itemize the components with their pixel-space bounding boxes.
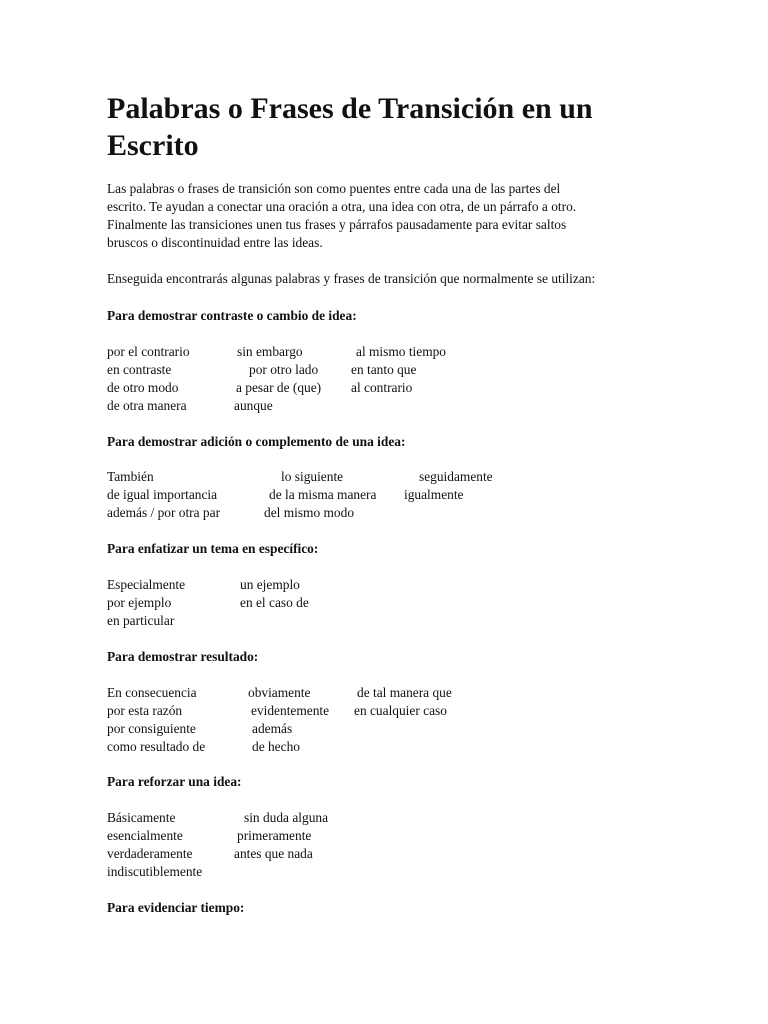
term-row	[0, 468, 768, 486]
term: lo siguiente	[281, 469, 344, 484]
term: verdaderamente	[107, 846, 193, 861]
term-row	[0, 343, 768, 361]
term: por consiguiente	[107, 721, 196, 736]
term-row	[0, 594, 768, 612]
term: indiscutiblemente	[107, 864, 203, 879]
section-heading-contrast: Para demostrar contraste o cambio de idea:	[107, 308, 357, 323]
term: sin duda alguna	[244, 810, 329, 825]
term: seguidamente	[419, 469, 493, 484]
term: en contraste	[107, 362, 172, 377]
section-heading-time: Para evidenciar tiempo:	[107, 900, 245, 915]
term: por el contrario	[107, 344, 190, 359]
term: al mismo tiempo	[356, 344, 447, 359]
term: aunque	[234, 398, 273, 413]
term-row	[0, 486, 768, 504]
term: del mismo modo	[264, 505, 355, 520]
term-row	[0, 361, 768, 379]
term-row	[0, 504, 768, 522]
document-title	[107, 90, 667, 164]
term: Básicamente	[107, 810, 176, 825]
intro-line: Las palabras o frases de transición son como puentes entre cada una de las partes del	[107, 181, 561, 196]
term: un ejemplo	[240, 577, 300, 592]
intro-paragraph	[107, 180, 707, 252]
section-heading-emphasis: Para enfatizar un tema en específico:	[107, 541, 319, 556]
term: En consecuencia	[107, 685, 197, 700]
term-row	[0, 809, 768, 827]
intro-line: Finalmente las transiciones unen tus frases y párrafos pausadamente para evitar saltos	[107, 217, 567, 232]
term: de la misma manera	[269, 487, 377, 502]
term: sin embargo	[237, 344, 303, 359]
term-row	[0, 827, 768, 845]
term-row	[0, 863, 768, 881]
term-row	[0, 612, 768, 630]
term-row	[0, 397, 768, 415]
term: por esta razón	[107, 703, 183, 718]
term-row	[0, 845, 768, 863]
term: de otra manera	[107, 398, 187, 413]
term: por otro lado	[249, 362, 319, 377]
term-row	[0, 379, 768, 397]
term: antes que nada	[234, 846, 313, 861]
term: al contrario	[351, 380, 413, 395]
term: como resultado de	[107, 739, 206, 754]
term: obviamente	[248, 685, 311, 700]
term: evidentemente	[251, 703, 330, 718]
term: de hecho	[252, 739, 300, 754]
term: a pesar de (que)	[236, 380, 322, 395]
term: primeramente	[237, 828, 312, 843]
section-heading-reinforce: Para reforzar una idea:	[107, 774, 242, 789]
term-row	[0, 738, 768, 756]
intro-line: escrito. Te ayudan a conectar una oración a otra, una idea con otra, de un párrafo a otro.	[107, 199, 577, 214]
term: además	[252, 721, 293, 736]
title-line-1: Palabras o Frases de Transición en un	[107, 92, 593, 125]
term-row	[0, 720, 768, 738]
term: por ejemplo	[107, 595, 172, 610]
title-line-2: Escrito	[107, 129, 199, 162]
intro-line: bruscos o discontinuidad entre las ideas.	[107, 235, 323, 250]
term: Especialmente	[107, 577, 186, 592]
term-row	[0, 576, 768, 594]
term-row	[0, 684, 768, 702]
term: en el caso de	[240, 595, 309, 610]
term: de otro modo	[107, 380, 179, 395]
term-row	[0, 702, 768, 720]
section-heading-addition: Para demostrar adición o complemento de una idea:	[107, 434, 406, 449]
term: igualmente	[404, 487, 464, 502]
term: en tanto que	[351, 362, 417, 377]
section-heading-result: Para demostrar resultado:	[107, 649, 259, 664]
term: También	[107, 469, 154, 484]
term: de tal manera que	[357, 685, 452, 700]
term: de igual importancia	[107, 487, 218, 502]
term: además / por otra par	[107, 505, 221, 520]
term: en particular	[107, 613, 175, 628]
term: en cualquier caso	[354, 703, 447, 718]
lead-sentence: Enseguida encontrarás algunas palabras y frases de transición que normalmente se utilizan:	[107, 271, 596, 286]
term: esencialmente	[107, 828, 183, 843]
